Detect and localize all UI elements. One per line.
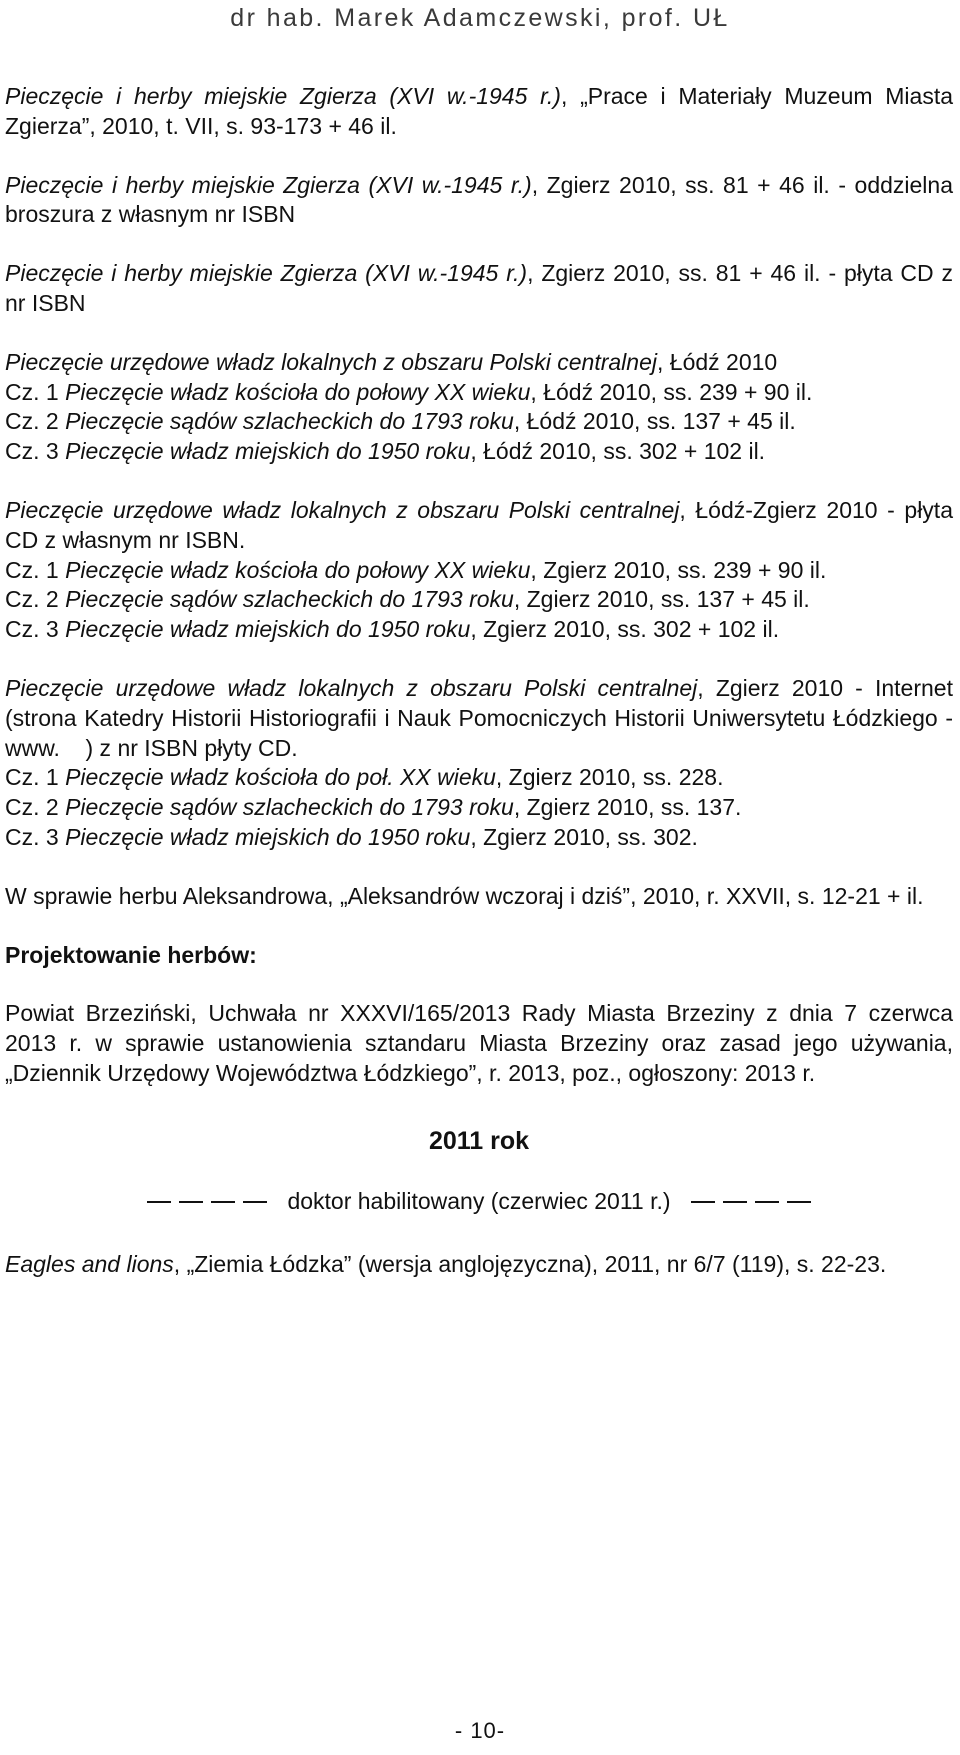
dash-rule [147,1201,171,1203]
publication-entry [5,348,953,467]
year-heading: 2011 rok [428,1126,530,1155]
publication-part [5,437,953,467]
dash-rule [691,1201,715,1203]
section-heading-projects: Projektowanie herbów: [5,941,257,968]
part-title: Pieczęcie sądów szlacheckich do 1793 roku [65,586,514,613]
publication-title: Pieczęcie i herby miejskie Zgierza (XVI w.-1945 r.) [5,171,532,198]
part-title: Pieczęcie sądów szlacheckich do 1793 roku [65,408,514,435]
part-number: Cz. 2 [5,586,66,613]
publication-part [5,407,953,437]
part-details: , Łódź 2010, ss. 302 + 102 il. [470,438,766,465]
page-header-author: dr hab. Marek Adamczewski, prof. UŁ [230,4,730,32]
part-number: Cz. 1 [5,378,66,405]
part-number: Cz. 2 [5,794,66,821]
dash-rule [723,1201,747,1203]
part-title: Pieczęcie sądów szlacheckich do 1793 roku [65,794,514,821]
publication-entry: W sprawie herbu Aleksandrowa, „Aleksandrów wczoraj i dziś”, 2010, r. XXVII, s. 12-21 + il. [5,882,924,909]
publication-details: , Łódź-Zgierz 2010 - płyta CD z własnym nr ISBN. [5,496,953,553]
part-details: , Zgierz 2010, ss. 137. [513,794,742,821]
degree-text: doktor habilitowany (czerwiec 2011 r.) [287,1187,671,1214]
publication-title: Eagles and lions [5,1251,174,1278]
part-title: Pieczęcie władz kościoła do poł. XX wieku [65,764,496,791]
publication-part [5,763,953,793]
publication-part [5,793,953,823]
publication-details: , Zgierz 2010, ss. 81 + 46 il. - płyta CD z nr ISBN [5,260,954,316]
part-title: Pieczęcie władz kościoła do połowy XX wieku [65,556,531,583]
part-details: , Zgierz 2010, ss. 137 + 45 il. [513,586,810,613]
part-number: Cz. 2 [5,408,66,435]
dash-rule [755,1201,779,1203]
publication-part [5,585,953,615]
publication-entry [5,496,953,645]
page-number: - 10- [454,1718,506,1743]
publication-entry [5,674,960,853]
dash-rule [211,1201,235,1203]
part-title: Pieczęcie władz miejskich do 1950 roku [65,823,471,850]
publication-details: , Łódź 2010 [657,348,778,375]
dash-rule [787,1201,811,1203]
dash-rule [243,1201,267,1203]
publication-part [5,615,953,645]
publication-entry [5,171,953,231]
part-title: Pieczęcie władz miejskich do 1950 roku [65,616,471,643]
publication-title: Pieczęcie i herby miejskie Zgierza (XVI w.-1945 r.) [5,260,528,287]
part-title: Pieczęcie władz miejskich do 1950 roku [65,438,471,465]
publication-part [5,556,953,586]
part-number: Cz. 1 [5,764,66,791]
publication-entry [5,259,953,319]
publication-title: Pieczęcie urzędowe władz lokalnych z obszaru Polski centralnej [5,496,680,523]
part-details: , Zgierz 2010, ss. 239 + 90 il. [530,556,827,583]
publication-details: , Zgierz 2010 - Internet (strona Katedry Historii Historiografii i Nauk Pomocniczych Historii Uniwersytetu Łódzkiego - www. ) z nr ISBN płyty CD. [5,674,960,761]
part-number: Cz. 1 [5,556,66,583]
part-number: Cz. 3 [5,438,66,465]
part-details: , Łódź 2010, ss. 239 + 90 il. [530,378,813,405]
publication-part [5,378,953,408]
part-number: Cz. 3 [5,616,66,643]
publication-title: Pieczęcie i herby miejskie Zgierza (XVI w.-1945 r.) [5,83,561,109]
part-number: Cz. 3 [5,823,66,850]
publication-part [5,823,953,853]
part-details: , Zgierz 2010, ss. 302. [470,823,698,850]
publication-entry [5,82,953,142]
part-details: , Zgierz 2010, ss. 228. [495,764,724,791]
publication-list [5,82,960,1280]
publication-entry [5,1250,953,1280]
publication-details: , Zgierz 2010, ss. 81 + 46 il. - oddzielna broszura z własnym nr ISBN [5,171,954,228]
dash-rule [179,1201,203,1203]
publication-title: Pieczęcie urzędowe władz lokalnych z obszaru Polski centralnej [5,674,698,701]
publication-details: , „Ziemia Łódzka” (wersja anglojęzyczna), 2011, nr 6/7 (119), s. 22-23. [173,1251,887,1278]
part-details: , Łódź 2010, ss. 137 + 45 il. [513,408,796,435]
project-entry: Powiat Brzeziński, Uchwała nr XXXVI/165/2013 Rady Miasta Brzeziny z dnia 7 czerwca 2013 r. w sprawie ustanowienia sztandaru Miasta Brzeziny oraz zasad jego używania, „Dziennik Urzędowy Województwa Łódzkiego”, r. 2013, poz., ogłoszony: 2013 r. [5,1000,953,1086]
publication-details: , „Prace i Materiały Muzeum Miasta Zgierza”, 2010, t. VII, s. 93-173 + 46 il. [5,83,954,139]
degree-divider [5,1187,953,1217]
part-title: Pieczęcie władz kościoła do połowy XX wieku [65,378,531,405]
publication-title: Pieczęcie urzędowe władz lokalnych z obszaru Polski centralnej [5,348,657,375]
part-details: , Zgierz 2010, ss. 302 + 102 il. [470,616,780,643]
